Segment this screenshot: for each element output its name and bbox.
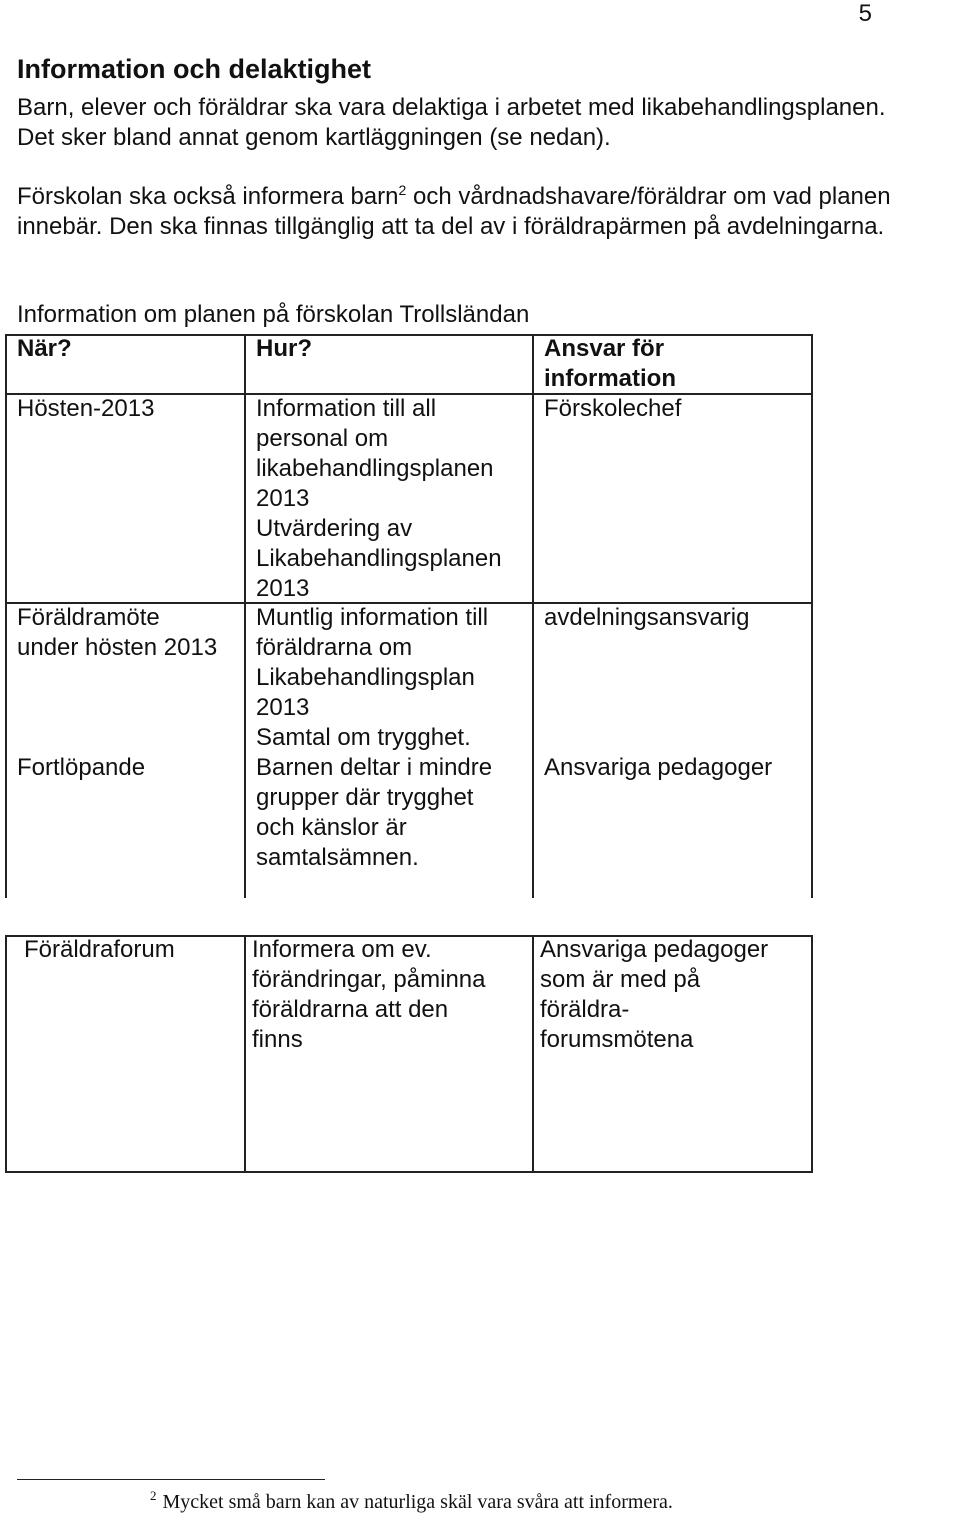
row1-responsible-line: Förskolechef <box>544 395 682 422</box>
row1-how-line-2: personal om <box>256 425 389 452</box>
table-caption: Information om planen på förskolan Trollsländan <box>17 301 530 328</box>
row1-when <box>17 394 154 424</box>
row2-how-line-1: Muntlig information till <box>256 604 489 631</box>
intro-paragraph <box>17 93 957 153</box>
row1-how-line-3: likabehandlingsplanen <box>256 455 494 482</box>
forum-how <box>252 935 485 1055</box>
forum-how-line-1: Informera om ev. <box>252 936 432 963</box>
forum-how-line-3: föräldrarna att den <box>252 996 449 1023</box>
row1-how-line-7: 2013 <box>256 575 310 602</box>
forum-when <box>24 935 175 965</box>
forum-how-line-4: finns <box>252 1026 303 1053</box>
section-heading: Information och delaktighet <box>17 54 372 84</box>
info-line-2: innebär. Den ska finnas tillgänglig att ta del av i föräldrapärmen på avdelningarna. <box>17 213 885 240</box>
row1-how-line-4: 2013 <box>256 485 310 512</box>
row2-when <box>17 603 217 663</box>
table-border-col3 <box>532 334 534 898</box>
header-responsible-line-1: Ansvar för <box>544 335 665 362</box>
row1-when-line: Hösten-2013 <box>17 395 155 422</box>
row3-when <box>17 753 145 783</box>
forum-how-line-2: förändringar, påminna <box>252 966 486 993</box>
row2-how-line-3: Likabehandlingsplan <box>256 664 475 691</box>
forum-responsible-line-3: föräldra- <box>540 996 630 1023</box>
row2-responsible <box>544 603 749 633</box>
row3-when-line: Fortlöpande <box>17 754 146 781</box>
row1-how-line-1: Information till all <box>256 395 437 422</box>
table-border-col2 <box>244 334 246 898</box>
table-border-right <box>811 334 813 898</box>
row2-when-line-2: under hösten 2013 <box>17 634 218 661</box>
row2-how <box>256 603 488 753</box>
forum-border-bottom <box>5 1171 813 1173</box>
row2-how-line-2: föräldrarna om <box>256 634 413 661</box>
row3-how-line-2: grupper där trygghet <box>256 784 474 811</box>
row2-when-line-1: Föräldramöte <box>17 604 160 631</box>
row1-how <box>256 394 502 604</box>
footnote-separator <box>17 1479 325 1480</box>
info-line-1-end: och vårdnadshavare/föräldrar om vad planen <box>406 183 891 210</box>
info-line-1 <box>17 182 957 212</box>
info-line-1-start: Förskolan ska också informera barn <box>17 183 399 210</box>
forum-responsible-line-1: Ansvariga pedagoger <box>540 936 769 963</box>
forum-responsible <box>540 935 768 1055</box>
row1-how-line-5: Utvärdering av <box>256 515 413 542</box>
forum-responsible-line-2: som är med på <box>540 966 701 993</box>
header-how: Hur? <box>256 335 312 362</box>
footnote-text: Mycket små barn kan av naturliga skäl vara svåra att informera. <box>162 1491 673 1513</box>
intro-line-2: Det sker bland annat genom kartläggningen (se nedan). <box>17 124 611 151</box>
footnote <box>150 1488 673 1514</box>
forum-border-col3 <box>532 935 534 1173</box>
row2-how-line-5: Samtal om trygghet. <box>256 724 471 751</box>
row2-how-line-4: 2013 <box>256 694 310 721</box>
table-border-top <box>5 334 813 336</box>
intro-line-1: Barn, elever och föräldrar ska vara delaktiga i arbetet med likabehandlingsplanen. <box>17 94 886 121</box>
footnote-reference: 2 <box>398 182 407 198</box>
header-when: När? <box>17 335 72 362</box>
forum-when-line: Föräldraforum <box>24 936 175 963</box>
footnote-marker: 2 <box>150 1488 157 1504</box>
header-responsible <box>544 334 676 394</box>
row3-responsible-line: Ansvariga pedagoger <box>544 754 773 781</box>
row3-how-line-4: samtalsämnen. <box>256 844 419 871</box>
forum-border-right <box>811 935 813 1173</box>
row3-how-line-1: Barnen deltar i mindre <box>256 754 493 781</box>
row3-how <box>256 753 492 873</box>
info-paragraph <box>17 182 957 242</box>
forum-border-left <box>5 935 7 1173</box>
row2-responsible-line: avdelningsansvarig <box>544 604 750 631</box>
header-responsible-line-2: information <box>544 365 676 392</box>
forum-border-col2 <box>244 935 246 1173</box>
row3-how-line-3: och känslor är <box>256 814 407 841</box>
page-number: 5 <box>858 0 872 27</box>
table-border-left <box>5 334 7 898</box>
row3-responsible <box>544 753 772 783</box>
forum-responsible-line-4: forumsmötena <box>540 1026 694 1053</box>
row1-how-line-6: Likabehandlingsplanen <box>256 545 502 572</box>
row1-responsible <box>544 394 681 424</box>
